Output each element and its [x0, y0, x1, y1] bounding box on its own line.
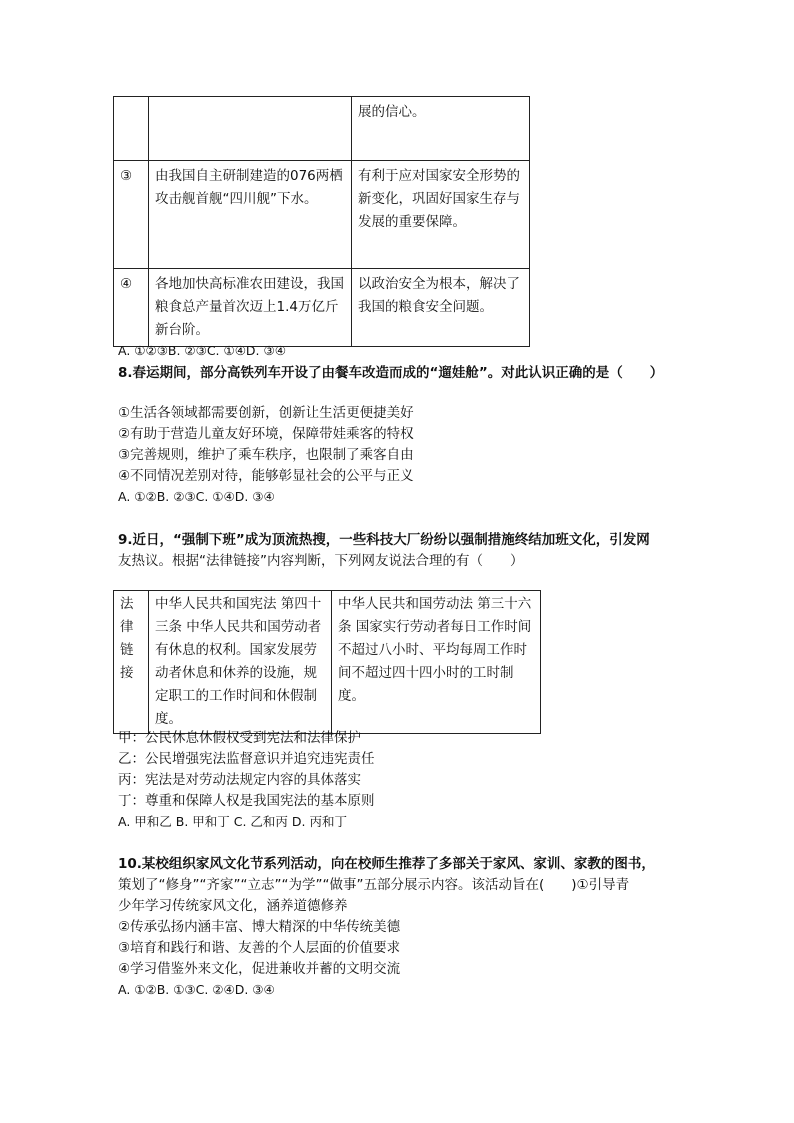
- row-number: ③: [114, 161, 149, 269]
- q9-stem: 友热议。根据“法律链接”内容判断，下列网友说法合理的有（ ）: [118, 553, 524, 569]
- table-row: [114, 97, 530, 161]
- q7-options: A. ①②③B. ②③C. ①④D. ③④: [118, 343, 286, 358]
- event-cell: 由我国自主研制建造的076两栖攻击舰首舰“四川舰”下水。: [149, 161, 352, 269]
- q10-item: ④学习借鉴外来文化，促进兼收并蓄的文明交流: [118, 961, 401, 977]
- q10-stem: 10.某校组织家风文化节系列活动，向在校师生推荐了多部关于家风、家训、家教的图书，: [118, 856, 655, 872]
- effect-cell: 有利于应对国家安全形势的新变化，巩固好国家生存与发展的重要保障。: [352, 161, 530, 269]
- q8-item: ②有助于营造儿童友好环境，保障带娃乘客的特权: [118, 426, 414, 442]
- event-cell: [149, 97, 352, 161]
- q10-item: ②传承弘扬内涵丰富、博大精深的中华传统美德: [118, 919, 401, 935]
- q9-options: A. 甲和乙 B. 甲和丁 C. 乙和丙 D. 丙和丁: [118, 814, 347, 829]
- law-label-char: 法: [120, 596, 134, 612]
- row-number: ④: [114, 269, 149, 347]
- labor-law-cell: 中华人民共和国劳动法 第三十六条 国家实行劳动者每日工作时间不超过八小时、平均每周工作时间不超过四十四小时的工时制度。: [332, 591, 541, 734]
- event-table: [113, 96, 530, 347]
- law-label-cell: [114, 591, 149, 734]
- q8-options: A. ①②B. ②③C. ①④D. ③④: [118, 489, 275, 504]
- q8-stem: 8.春运期间，部分高铁列车开设了由餐车改造而成的“遛娃舱”。对此认识正确的是（ ）: [118, 365, 664, 381]
- q9-stem: 9.近日，“强制下班”成为顶流热搜，一些科技大厂纷纷以强制措施终结加班文化，引发网: [118, 532, 650, 548]
- table-row: [114, 269, 530, 347]
- row-number: [114, 97, 149, 161]
- q8-item: ①生活各领域都需要创新，创新让生活更便捷美好: [118, 405, 414, 421]
- law-label-char: 链: [120, 642, 134, 658]
- table-row: [114, 591, 541, 734]
- q9-item: 丙：宪法是对劳动法规定内容的具体落实: [118, 772, 361, 788]
- q9-item: 甲：公民休息休假权受到宪法和法律保护: [118, 730, 361, 746]
- q10-stem: 少年学习传统家风文化，涵养道德修养: [118, 898, 348, 914]
- table-row: [114, 161, 530, 269]
- law-label-char: 律: [120, 619, 134, 635]
- effect-cell: 展的信心。: [352, 97, 530, 161]
- law-label-char: 接: [120, 665, 134, 681]
- constitution-cell: 中华人民共和国宪法 第四十三条 中华人民共和国劳动者有休息的权利。国家发展劳动者休息和休养的设施，规定职工的工作时间和休假制度。: [149, 591, 332, 734]
- q9-item: 丁：尊重和保障人权是我国宪法的基本原则: [118, 793, 375, 809]
- event-cell: 各地加快高标准农田建设，我国粮食总产量首次迈上1.4万亿斤新台阶。: [149, 269, 352, 347]
- q10-options: A. ①②B. ①③C. ②④D. ③④: [118, 982, 275, 997]
- q8-item: ④不同情况差别对待，能够彰显社会的公平与正义: [118, 468, 414, 484]
- q10-stem: 策划了“修身”“齐家”“立志”“为学”“做事”五部分展示内容。该活动旨在( )①引导青: [118, 877, 630, 893]
- effect-cell: 以政治安全为根本，解决了我国的粮食安全问题。: [352, 269, 530, 347]
- q8-item: ③完善规则，维护了乘车秩序，也限制了乘客自由: [118, 447, 414, 463]
- q10-item: ③培育和践行和谐、友善的个人层面的价值要求: [118, 940, 401, 956]
- q9-item: 乙：公民增强宪法监督意识并追究违宪责任: [118, 751, 375, 767]
- law-table: [113, 590, 541, 734]
